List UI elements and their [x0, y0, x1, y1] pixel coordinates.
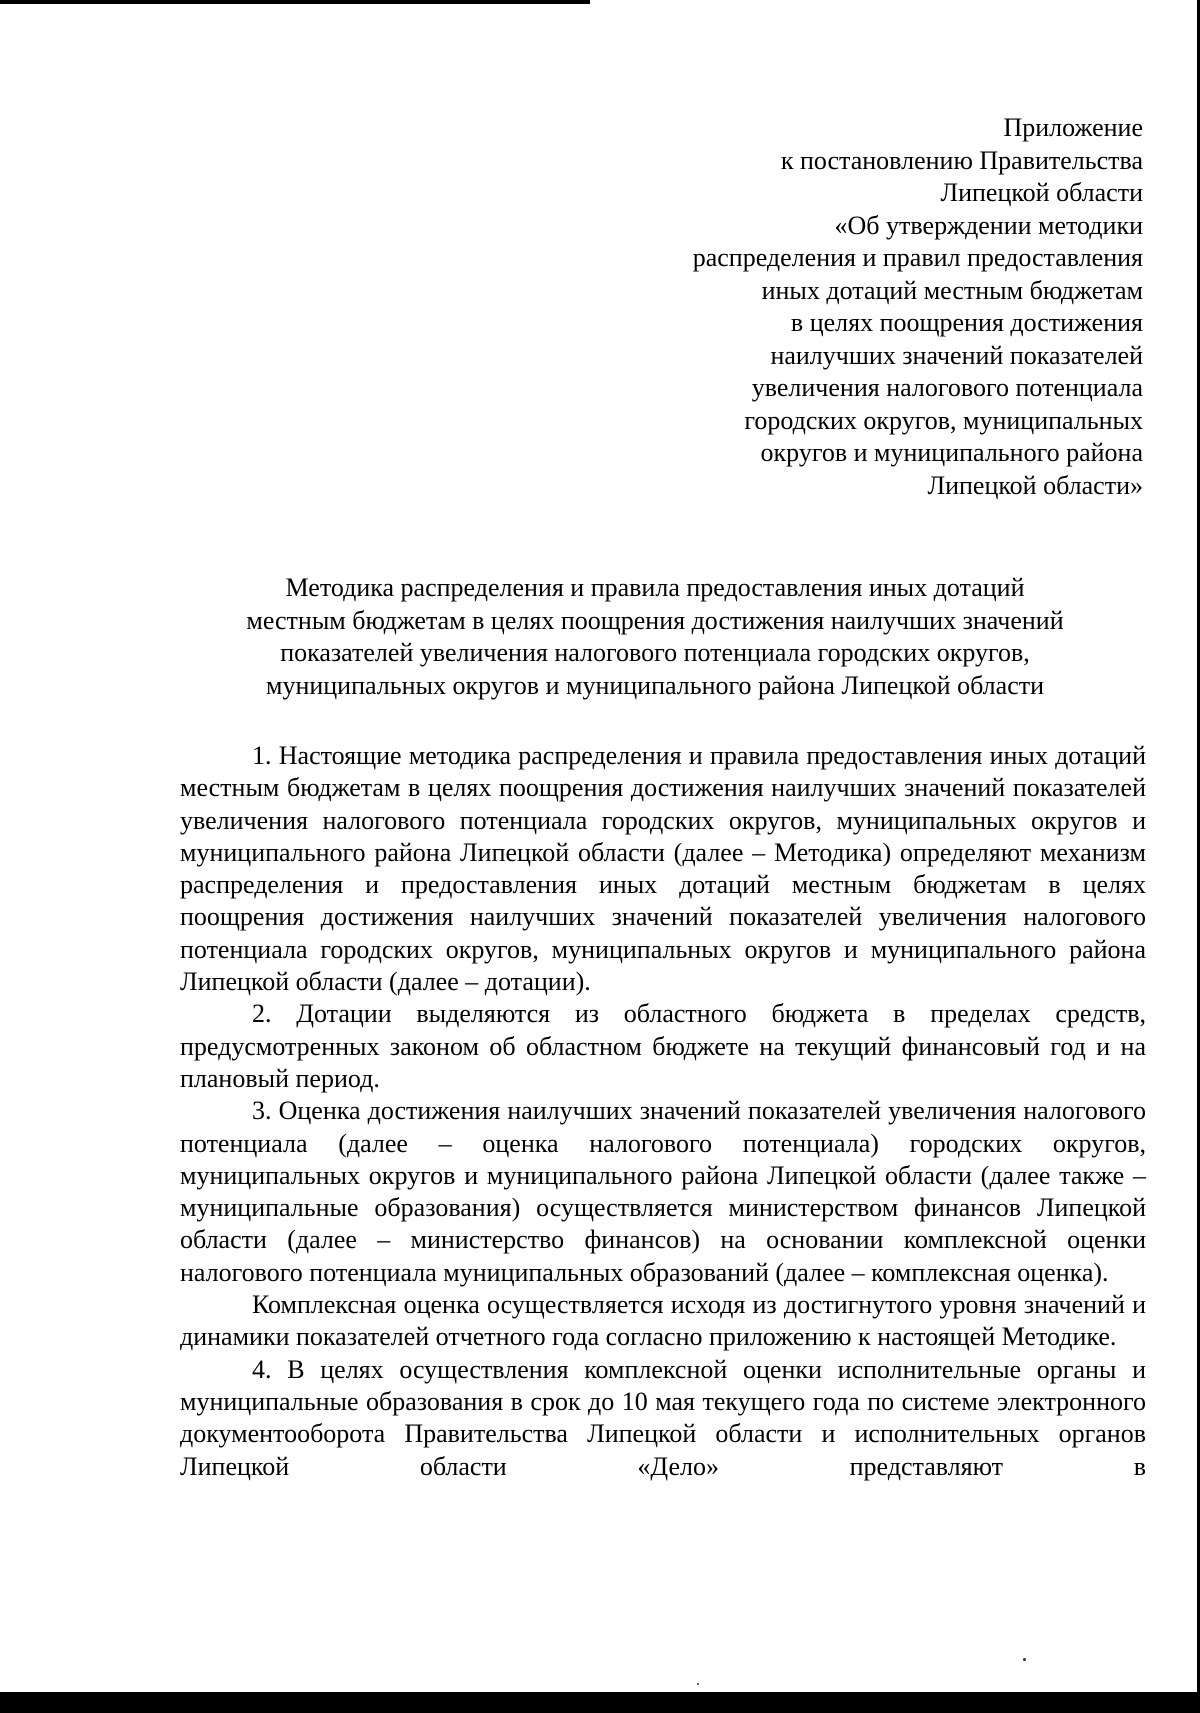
appendix-line: округов и муниципального района [760, 438, 1143, 467]
title-line: муниципальных округов и муниципального района Липецкой области [265, 671, 1045, 701]
title-line: местным бюджетам в целях поощрения достижения наилучших значений [246, 605, 1064, 635]
appendix-line: Липецкой области» [927, 470, 1143, 500]
appendix-line: городских округов, муниципальных [744, 405, 1143, 435]
scan-speck [1023, 1658, 1026, 1661]
appendix-line: увеличения налогового потенциала [751, 373, 1143, 402]
appendix-line: распределения и правил предоставления [692, 243, 1143, 272]
scan-speck [697, 1683, 699, 1685]
document-body [180, 740, 1146, 1483]
paragraph-4: Комплексная оценка осуществляется исходя из достигнутого уровня значений и динамики показателей отчетного года согласно приложению к настоящей Методике. [180, 1290, 1146, 1352]
paragraph-5: 4. В целях осуществления комплексной оценки исполнительные органы и муниципальные образования в срок до 10 мая текущего года по системе электронного документооборота Правительства Липецкой области и исполнительных органов Липецкой области «Дело» представляют в [180, 1354, 1146, 1481]
appendix-line: к постановлению Правительства [780, 145, 1143, 175]
paragraph-3: 3. Оценка достижения наилучших значений показателей увеличения налогового потенциала (далее – оценка налогового потенциала) городских округов, муниципальных округов и муниципального района Липецкой области (далее также – муниципальные образования) осуществляется министерством финансов Липецкой области (далее – министерство финансов) на основании комплексной оценки налогового потенциала муниципальных образований (далее – комплексная оценка). [180, 1096, 1146, 1287]
appendix-line: Приложение [1003, 113, 1143, 142]
appendix-line: в целях поощрения достижения [790, 308, 1143, 337]
appendix-line: «Об утверждении методики [834, 210, 1143, 240]
document-title [168, 572, 1142, 703]
appendix-line: наилучших значений показателей [770, 340, 1143, 370]
title-line: Методика распределения и правила предоставления иных дотаций [285, 573, 1025, 602]
scan-edge-mark-top [0, 0, 590, 4]
appendix-header [503, 112, 1143, 502]
appendix-line: иных дотаций местным бюджетам [761, 275, 1143, 305]
paragraph-1: 1. Настоящие методика распределения и правила предоставления иных дотаций местным бюджетам в целях поощрения достижения наилучших значений показателей увеличения налогового потенциала городских округов, муниципальных округов и муниципального района Липецкой области (далее – Методика) определяют механизм распределения и предоставления иных дотаций местным бюджетам в целях поощрения достижения наилучших значений показателей увеличения налогового потенциала городских округов, муниципальных округов и муниципального района Липецкой области (далее – дотации). [180, 741, 1146, 997]
appendix-line: Липецкой области [940, 178, 1143, 207]
paragraph-2: 2. Дотации выделяются из областного бюджета в пределах средств, предусмотренных законом об областном бюджете на текущий финансовый год и на плановый период. [180, 999, 1146, 1093]
scan-edge-bottom [0, 1692, 1200, 1713]
title-line: показателей увеличения налогового потенциала городских округов, [280, 638, 1030, 668]
